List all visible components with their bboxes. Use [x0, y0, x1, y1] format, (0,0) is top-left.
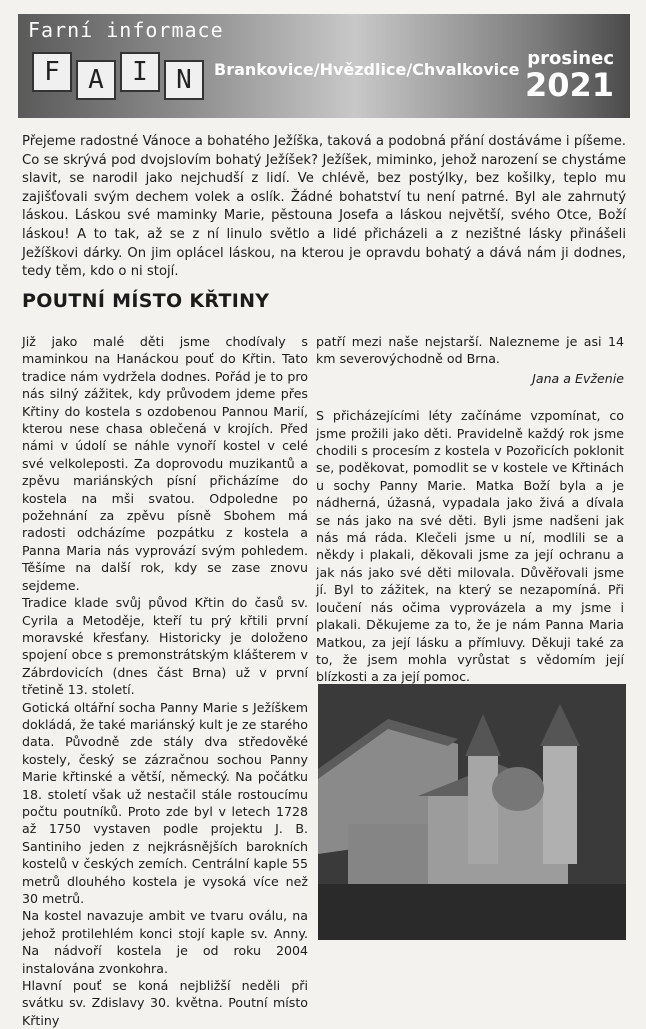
- masthead-logo: [32, 52, 204, 100]
- article-paragraph: Na kostel navazuje ambit ve tvaru oválu, na jehož protilehlém konci stojí kaple sv. Anny. Na nádvoří kostela je od roku 2004 instalována zvonkohra.: [22, 908, 308, 976]
- intro-paragraph: Přejeme radostné Vánoce a bohatého Ježíška, taková a podobná přání dostáváme i píšeme. Co se skrývá pod dvojslovím bohatý Ježíšek? Ježíšek, miminko, jehož narození se chystáme slavit, se narodil jako nejchudší z lidí. Ve chlévě, bez postýlky, bez košilky, teplo mu zajišťovali svým dechem volek a oslík. Žádné bohatství tu není patrné. Byl ale zahrnutý láskou. Láskou své maminky Marie, pěstouna Josefa a láskou největší, svého Otce, Boží láskou! A to tak, až se z ní linulo světlo a lidé přicházeli a z nezištné lásky přinášeli Ježíškovi dárky. On jim oplácel láskou, na kterou je opravdu bohatý a dává nám ji dodnes, tedy těm, kdo o ni stojí.: [22, 134, 626, 280]
- logo-block: A: [76, 60, 116, 100]
- article-signature: Jana a Evženie: [532, 370, 624, 386]
- article-paragraph: S přicházejícími léty začínáme vzpomínat, co jsme prožili jako děti. Pravidelně každý rok jsme chodili s procesím z kostela v Pozořicích poklonit se, poděkovat, pomodlit se v kostele ve Křtinách u sochy Panny Marie. Matka Boží byla a je nádherná, úžasná, vypadala jako živá a dívala se nás jako na své děti. Byli jsme nadšeni jak nás má ráda. Klečeli jsme u ní, modlili se a někdy i plakali, děkovali jsme za její ochranu a jak nás jako své děti milovala. Důvěřovali jsme jí. Byl to zážitek, na který se nezapomíná. Při loučení nás očima vyprovázela a my jsme i plakali. Děkujeme za to, že je nám Panna Maria Matkou, za její lásku a přímluvy. Děkuji také za to, že jsem mohla vyrůstat s vědomím její blízkosti a za její pomoc.: [316, 408, 624, 685]
- masthead: [18, 14, 630, 118]
- issue-month: prosinec: [527, 48, 614, 69]
- article-paragraph: Tradice klade svůj původ Křtin do časů sv. Cyrila a Metoděje, kteří tu prý křtili první moravské křesťany. Historicky je doloženo spojení obce s premonstrátským klášterem v Zábrdovicích (dnes část Brna) už v první třetině 13. století.: [22, 595, 308, 698]
- parish-names: Brankovice/Hvězdlice/Chvalkovice: [214, 60, 520, 79]
- article-title: POUTNÍ MÍSTO KŘTINY: [22, 290, 270, 312]
- church-illustration: [318, 684, 626, 940]
- article-paragraph: Již jako malé děti jsme chodívaly s maminkou na Hanáckou pouť do Křtin. Tato tradice nám vydržela dodnes. Pořád je to pro nás silný zážitek, kdy průvodem jdeme přes Křtiny do kostela s ozdobenou Pannou Marií, kterou nese chasa oblečená v krojích. Před námi v údolí se náhle vynoří kostel v celé své velkoleposti. Za doprovodu muzikantů a zpěvu mariánských písní přicházíme do kostela na mši svatou. Odpoledne po požehnání za zpěvu písně Sbohem má radosti odcházíme pozpátku z kostela a Panna Maria nás vyprovází svým pohledem. Těšíme na další rok, kdy se zase znovu sejdeme.: [22, 334, 308, 593]
- article-paragraph: patří mezi naše nejstarší. Nalezneme je asi 14 km severovýchodně od Brna.: [316, 334, 624, 367]
- logo-block: N: [164, 60, 204, 100]
- article-left-column: [22, 333, 308, 1029]
- article-paragraph: Hlavní pouť se koná nejbližší neděli při svátku sv. Zdislavy 30. května. Poutní místo Křtiny: [22, 978, 308, 1028]
- masthead-subtitle: Farní informace: [28, 18, 224, 42]
- logo-block: F: [32, 52, 72, 92]
- article-right-column: [316, 333, 624, 703]
- church-photo: [318, 684, 626, 940]
- article-paragraph: Gotická oltářní socha Panny Marie s Ježíškem dokládá, že také mariánský kult je ze starého data. Původně zde stály dva středověké kostely, český se zázračnou sochou Panny Marie křtinské a větší, německý. Na počátku 18. století však už nestačil stále rostoucímu počtu poutníků. Proto zde byl v letech 1728 až 1750 vystaven podle projektu J. B. Santiniho jeden z nejkrásnějších barokních kostelů v českých zemích. Centrální kaple 55 metrů dlouhého kostela je vysoká více než 30 metrů.: [22, 699, 308, 906]
- logo-block: I: [120, 52, 160, 92]
- issue-year: 2021: [524, 66, 614, 104]
